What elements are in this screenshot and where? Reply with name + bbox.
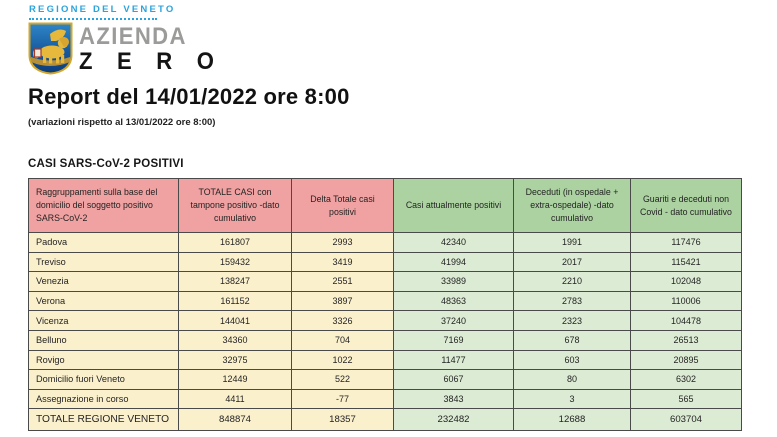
row-value: 117476	[631, 233, 742, 253]
table-row	[29, 350, 742, 370]
row-value: 12688	[514, 409, 631, 431]
row-value: 138247	[179, 272, 292, 292]
row-value: 603704	[631, 409, 742, 431]
brand-zero: Z E R O	[79, 48, 224, 75]
row-label: Verona	[29, 291, 179, 311]
row-value: 33989	[394, 272, 514, 292]
row-value: 34360	[179, 330, 292, 350]
row-value: 7169	[394, 330, 514, 350]
row-label: Domicilio fuori Veneto	[29, 370, 179, 390]
region-label: REGIONE DEL VENETO	[29, 4, 157, 20]
row-value: 3	[514, 389, 631, 409]
row-label: Venezia	[29, 272, 179, 292]
column-header-guariti: Guariti e deceduti non Covid - dato cumulativo	[631, 179, 742, 233]
row-value: 1022	[292, 350, 394, 370]
cases-table-header	[29, 179, 742, 233]
row-value: 3419	[292, 252, 394, 272]
row-value: 2210	[514, 272, 631, 292]
table-row	[29, 252, 742, 272]
row-value: 848874	[179, 409, 292, 431]
row-value: 3326	[292, 311, 394, 331]
table-row	[29, 311, 742, 331]
row-value: 11477	[394, 350, 514, 370]
section-title: CASI SARS-CoV-2 POSITIVI	[28, 158, 184, 170]
row-label: TOTALE REGIONE VENETO	[29, 409, 179, 431]
row-value: 4411	[179, 389, 292, 409]
column-header-attualmente-positivi: Casi attualmente positivi	[394, 179, 514, 233]
row-value: 102048	[631, 272, 742, 292]
row-value: 115421	[631, 252, 742, 272]
header-row	[29, 179, 742, 233]
row-value: 2017	[514, 252, 631, 272]
table-row	[29, 272, 742, 292]
brand-name	[79, 25, 236, 74]
table-row	[29, 370, 742, 390]
row-value: 161807	[179, 233, 292, 253]
row-value: 26513	[631, 330, 742, 350]
row-value: 159432	[179, 252, 292, 272]
cases-table	[28, 178, 742, 431]
row-value: 42340	[394, 233, 514, 253]
row-label: Treviso	[29, 252, 179, 272]
row-value: -77	[292, 389, 394, 409]
row-value: 704	[292, 330, 394, 350]
table-total-row	[29, 409, 742, 431]
row-value: 6067	[394, 370, 514, 390]
row-value: 3897	[292, 291, 394, 311]
row-value: 110006	[631, 291, 742, 311]
row-value: 6302	[631, 370, 742, 390]
row-value: 18357	[292, 409, 394, 431]
row-value: 48363	[394, 291, 514, 311]
row-value: 565	[631, 389, 742, 409]
row-label: Belluno	[29, 330, 179, 350]
row-value: 2551	[292, 272, 394, 292]
column-header-totale-casi: TOTALE CASI con tampone positivo -dato cumulativo	[179, 179, 292, 233]
column-header-raggruppamenti: Raggruppamenti sulla base del domicilio del soggetto positivo SARS-CoV-2	[29, 179, 179, 233]
table-row	[29, 389, 742, 409]
row-value: 32975	[179, 350, 292, 370]
row-value: 232482	[394, 409, 514, 431]
row-value: 603	[514, 350, 631, 370]
row-value: 522	[292, 370, 394, 390]
row-label: Padova	[29, 233, 179, 253]
row-value: 144041	[179, 311, 292, 331]
row-label: Rovigo	[29, 350, 179, 370]
row-value: 1991	[514, 233, 631, 253]
venetian-lion-shield-icon	[28, 22, 73, 75]
column-header-delta: Delta Totale casi positivi	[292, 179, 394, 233]
row-value: 37240	[394, 311, 514, 331]
row-value: 2783	[514, 291, 631, 311]
row-label: Assegnazione in corso	[29, 389, 179, 409]
row-value: 41994	[394, 252, 514, 272]
row-value: 2323	[514, 311, 631, 331]
table-row	[29, 330, 742, 350]
brand-azienda: AZIENDA	[79, 23, 187, 50]
report-title: Report del 14/01/2022 ore 8:00	[28, 84, 350, 109]
row-value: 12449	[179, 370, 292, 390]
table-row	[29, 291, 742, 311]
row-value: 80	[514, 370, 631, 390]
report-subtitle: (variazioni rispetto al 13/01/2022 ore 8:00)	[28, 117, 216, 128]
row-value: 161152	[179, 291, 292, 311]
row-value: 2993	[292, 233, 394, 253]
row-value: 104478	[631, 311, 742, 331]
row-value: 678	[514, 330, 631, 350]
row-value: 20895	[631, 350, 742, 370]
row-label: Vicenza	[29, 311, 179, 331]
table-row	[29, 233, 742, 253]
row-value: 3843	[394, 389, 514, 409]
cases-table-body	[29, 233, 742, 431]
column-header-deceduti: Deceduti (in ospedale + extra-ospedale) -dato cumulativo	[514, 179, 631, 233]
